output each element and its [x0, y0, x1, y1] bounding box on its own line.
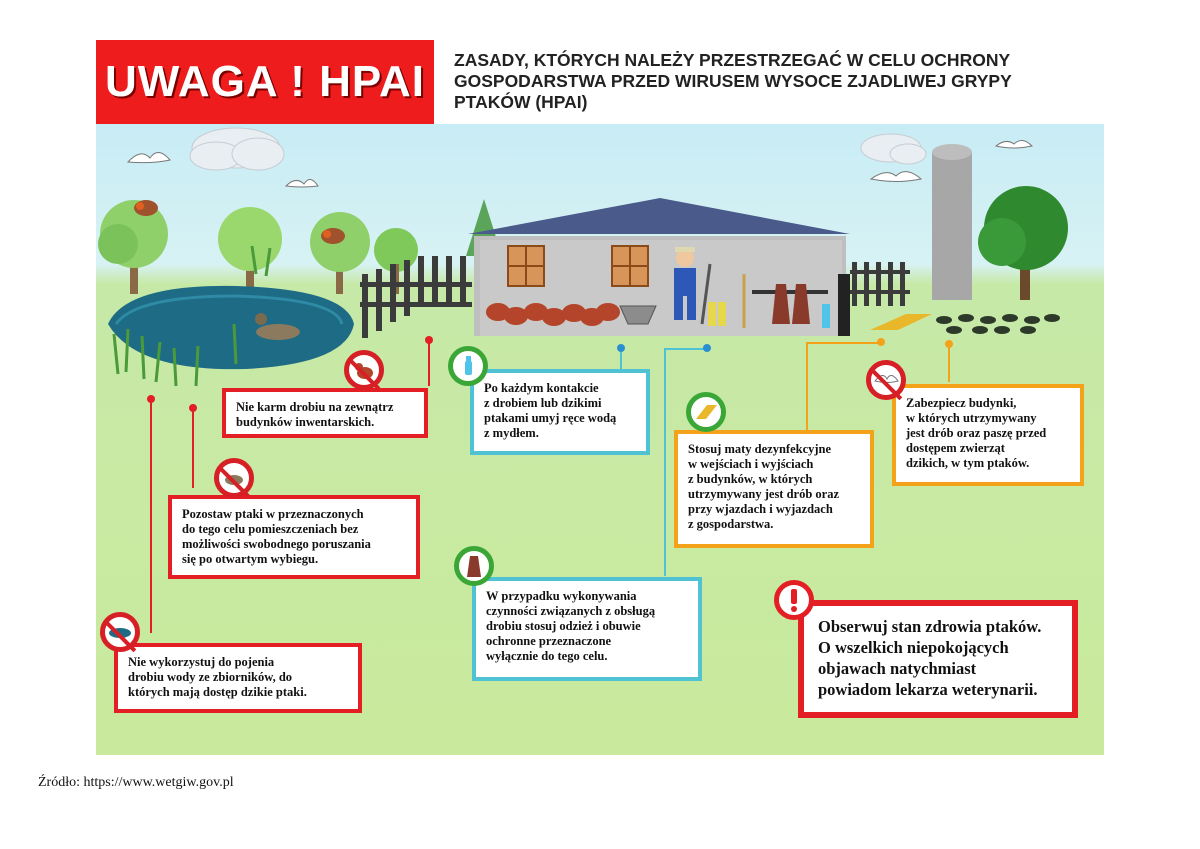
rule-text: W przypadku wykonywania: [486, 589, 637, 603]
connector-dot: [703, 344, 711, 352]
rule-text: wyłącznie do tego celu.: [486, 649, 608, 663]
connector-line: [150, 399, 152, 633]
connector-dot: [945, 340, 953, 348]
banner-title: UWAGA ! HPAI: [105, 57, 425, 106]
rule-text: jest drób oraz paszę przed: [906, 426, 1047, 440]
warning-banner: [96, 40, 434, 124]
heading-line: PTAKÓW (HPAI): [454, 92, 588, 112]
rule-text: czynności związanych z obsługą: [486, 604, 656, 618]
rule-text: Nie karm drobiu na zewnątrz: [236, 400, 394, 414]
rule-secure-buildings: [892, 384, 1084, 486]
disinfection-mat-icon: [870, 314, 932, 330]
rule-text: z drobiem lub dzikimi: [484, 396, 602, 410]
rule-text: O wszelkich niepokojących: [818, 638, 1009, 657]
rule-wash-hands: [470, 369, 650, 455]
cloud-icon: [861, 134, 926, 164]
stones-icon: [936, 314, 1060, 334]
rule-text: Stosuj maty dezynfekcyjne: [688, 442, 832, 456]
farm-scene: [96, 124, 1104, 755]
rule-no-pond-water: [114, 643, 362, 713]
connector-line: [428, 340, 430, 386]
rule-text: możliwości swobodnego poruszania: [182, 537, 371, 551]
rule-text: Po każdym kontakcie: [484, 381, 599, 395]
rule-text: do tego celu pomieszczeniach bez: [182, 522, 359, 536]
connector-dot: [877, 338, 885, 346]
cloud-icon: [190, 128, 284, 170]
heading-line: ZASADY, KTÓRYCH NALEŻY PRZESTRZEGAĆ W CELU OCHRONY: [454, 50, 1011, 70]
rule-text: drobiu wody ze zbiorników, do: [128, 670, 293, 684]
rule-disinfection-mats: [674, 430, 874, 548]
rule-keep-birds-indoors: [168, 495, 420, 579]
silo-icon: [932, 144, 972, 300]
rule-text: budynków inwentarskich.: [236, 415, 375, 429]
disinfection-mat-icon: [686, 392, 726, 432]
rule-text: w których utrzymywany: [906, 411, 1037, 425]
connector-dot: [617, 344, 625, 352]
exclamation-icon: [774, 580, 814, 620]
rule-observe-health: [798, 600, 1078, 718]
fence-icon: [850, 262, 910, 306]
heading-line: GOSPODARSTWA PRZED WIRUSEM WYSOCE ZJADLIWEJ GRYPY: [454, 71, 1012, 91]
fence-icon: [360, 256, 472, 338]
no-pond-water-icon: [100, 612, 140, 652]
rule-text: objawach natychmiast: [818, 659, 977, 678]
rule-text: z budynków, w których: [688, 472, 813, 486]
rule-text: utrzymywany jest drób oraz: [688, 487, 840, 501]
connector-dot: [189, 404, 197, 412]
rule-text: powiadom lekarza weterynarii.: [818, 680, 1038, 699]
rule-text: dzikich, w tym ptaków.: [906, 456, 1030, 470]
connector-line: [948, 344, 950, 382]
rule-text: w wejściach i wyjściach: [688, 457, 814, 471]
rule-text: się po otwartym wybiegu.: [182, 552, 319, 566]
rule-text: z gospodarstwa.: [688, 517, 774, 531]
poster-heading: [454, 50, 1094, 113]
tree-icon: [978, 186, 1068, 300]
rule-text: dostępem zwierząt: [906, 441, 1005, 455]
rule-text: Zabezpiecz budynki,: [906, 396, 1017, 410]
no-feeding-chicken-icon: [344, 350, 384, 390]
infographic-poster: [96, 40, 1104, 755]
connector-line: [192, 408, 194, 488]
soap-dispenser-icon: [448, 346, 488, 386]
no-free-range-bird-icon: [214, 458, 254, 498]
connector-line: [664, 348, 666, 576]
no-wild-bird-icon: [866, 360, 906, 400]
connector-dot: [425, 336, 433, 344]
source-caption: Źródło: https://www.wetgiw.gov.pl: [38, 775, 234, 790]
rule-protective-clothing: [472, 577, 702, 681]
connector-line: [806, 342, 880, 344]
rule-text: przy wjazdach i wyjazdach: [688, 502, 833, 516]
apron-icon: [454, 546, 494, 586]
rule-text: drobiu stosuj odzież i obuwie: [486, 619, 641, 633]
rule-text: Obserwuj stan zdrowia ptaków.: [818, 617, 1042, 636]
rule-text: Nie wykorzystuj do pojenia: [128, 655, 275, 669]
rule-text: ptakami umyj ręce wodą: [484, 411, 617, 425]
rule-text: z mydłem.: [484, 426, 539, 440]
rule-text: których mają dostęp dzikie ptaki.: [128, 685, 307, 699]
connector-line: [664, 348, 706, 350]
connector-dot: [147, 395, 155, 403]
rule-text: ochronne przeznaczone: [486, 634, 612, 648]
rule-text: Pozostaw ptaki w przeznaczonych: [182, 507, 364, 521]
pond-icon: [108, 286, 354, 369]
rule-no-outdoor-feeding: [222, 388, 428, 438]
